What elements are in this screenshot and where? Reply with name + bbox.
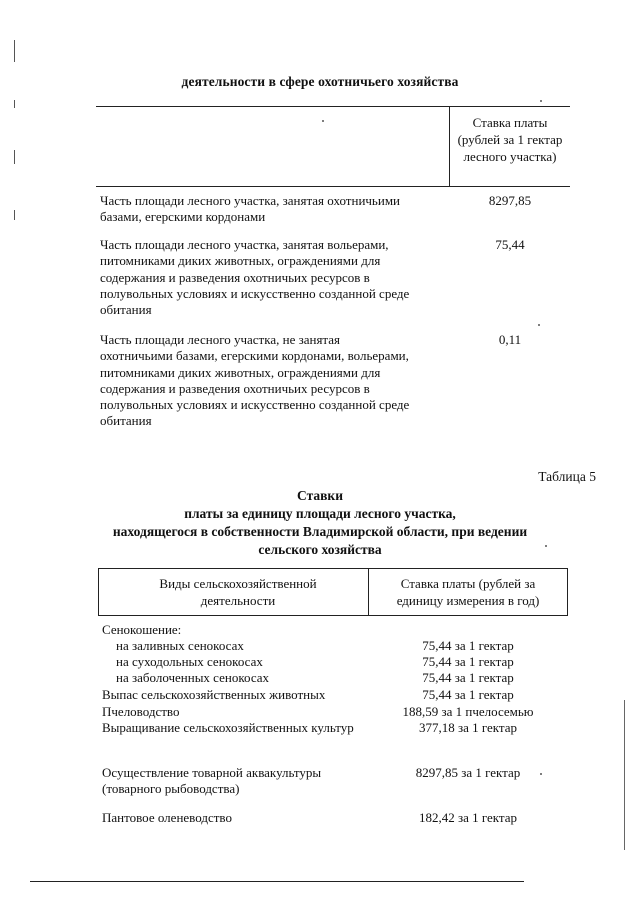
section-heading: деятельности в сфере охотничьего хозяйства (181, 74, 459, 89)
table1-row-description: Часть площади лесного участка, не занятая охотничьими базами, егерскими кордонами, вольерами, питомниками диких животных, ограждениями для содержания и разведения охотничьих ресурсов в полувольных условиях и искусственно созданной среде обитания (100, 332, 410, 429)
scan-margin-mark (14, 210, 15, 220)
table5-row-rate: 377,18 за 1 гектар (418, 720, 518, 735)
table5-row-activity: Пантовое оленеводство (102, 810, 232, 825)
table5-rate-header: Ставка платы (рублей за единицу измерения в год) (396, 576, 540, 608)
table5-title (0, 487, 640, 559)
table5-row-rate: 8297,85 за 1 гектар (415, 765, 521, 780)
table5-row-rate: 75,44 за 1 гектар (422, 670, 514, 685)
table1-row-rate: 8297,85 (488, 193, 532, 208)
table5-row-rate: 188,59 за 1 пчелосемью (402, 704, 534, 719)
scan-speckle (545, 545, 547, 547)
table5-row-rate: 75,44 за 1 гектар (422, 638, 514, 653)
table5-row-activity: на суходольных сенокосах (116, 654, 263, 669)
table5-row-activity: на заболоченных сенокосах (116, 670, 270, 685)
table5-title-line: сельского хозяйства (258, 542, 382, 557)
scan-speckle (540, 773, 542, 775)
table1-row-rate: 0,11 (498, 332, 522, 347)
table5-row-activity: Осуществление товарной аквакультуры (товарного рыбоводства) (102, 765, 322, 797)
scan-speckle (538, 324, 540, 326)
table-number-label: Таблица 5 (538, 469, 596, 484)
table1-column-divider (449, 106, 450, 187)
table1-row-description: Часть площади лесного участка, занятая вольерами, питомниками диких животных, ограждениями для содержания и разведения охотничьих ресурсов в полувольных условиях и искусственно созданной среде обитания (100, 237, 410, 318)
scan-margin-mark (14, 40, 15, 62)
table5-row-activity: Выращивание сельскохозяйственных культур (102, 720, 354, 735)
table5-row-activity: Пчеловодство (102, 704, 180, 719)
table1-row-description: Часть площади лесного участка, занятая охотничьими базами, егерскими кордонами (100, 193, 401, 225)
table1-row-rate: 75,44 (495, 237, 525, 252)
table5-row-activity: на заливных сенокосах (116, 638, 244, 653)
scan-speckle (540, 100, 542, 102)
table5-row-activity: Сенокошение: (102, 622, 182, 637)
table5-title-line: платы за единицу площади лесного участка, (184, 506, 456, 521)
table5-title-line: находящегося в собственности Владимирской области, при ведении (112, 524, 528, 539)
table5-row-rate: 182,42 за 1 гектар (418, 810, 518, 825)
table5-row-rate: 75,44 за 1 гектар (422, 654, 514, 669)
table5-row-rate: 75,44 за 1 гектар (422, 687, 514, 702)
table5-row-activity: Выпас сельскохозяйственных животных (102, 687, 326, 702)
scan-right-mark (624, 700, 625, 850)
table1-rate-column-header: Ставка платы (рублей за 1 гектар лесного участка) (457, 115, 563, 164)
scan-margin-mark (14, 150, 15, 164)
table1-top-rule (96, 106, 570, 107)
table5-header-divider (368, 568, 369, 615)
table1-header-bottom-rule (96, 186, 570, 187)
page-bottom-rule (30, 881, 524, 882)
scan-speckle (322, 120, 324, 122)
table5-title-line: Ставки (297, 488, 343, 503)
table5-activity-header: Виды сельскохозяйственной деятельности (159, 576, 317, 608)
scan-margin-mark (14, 100, 15, 108)
